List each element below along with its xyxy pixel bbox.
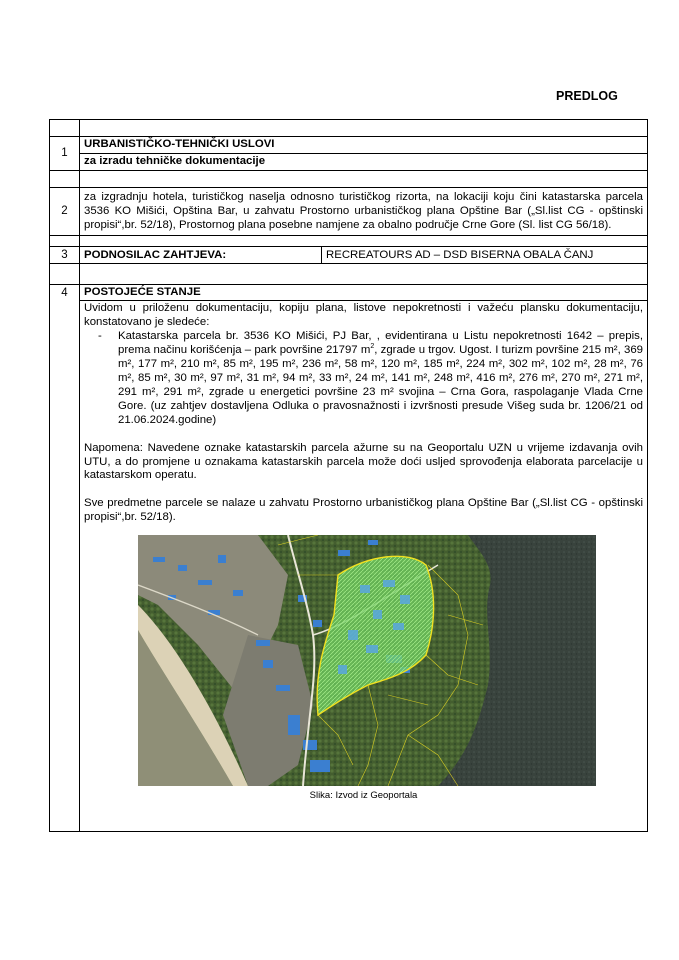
row-number-4: 4 (50, 285, 80, 832)
aerial-map (138, 535, 596, 786)
note-paragraph: Napomena: Navedene oznake katastarskih parcela ažurne su na Geoportalu UZN u vrijeme izdavanja ovih UTU, a do promjene u oznakama katastarskih parcela može doći usljed sprovođenja elaborata parcelacije u katastarskom operatu. (84, 441, 643, 482)
row-number-1: 1 (50, 137, 80, 170)
document-status-label: PREDLOG (556, 89, 618, 103)
table-row-purpose (50, 187, 647, 235)
table-row-spacer (50, 263, 647, 284)
row-number-2: 2 (50, 188, 80, 235)
section-title: POSTOJEĆE STANJE (80, 285, 647, 302)
table-row-spacer (50, 170, 647, 187)
row-number-cell (50, 120, 80, 136)
parcel-description: Katastarska parcela br. 3536 KO Mišići, PJ Bar, , evidentirana u Listu nepokretnosti 1642 – prepis, prema načinu korišćenja – park površine 21797 $m^2$, zgrade u trgov. Ugost. I turizm površine 215 m², 369 m², 177 m², 210 m², 85 m², 195 m², 236 m², 58 m², 120 m², 185 m², 224 m², 302 m², 102 m², 28 m², 76 m², 85 m², 30 m², 97 m², 31 m², 94 m², 33 m², 24 m², 141 m², 248 m², 416 m², 276 m², 270 m², 271 m², 291 m², 291 m², zgrade u energetici površine 23 m² svojina – Crna Gora, raspolaganje Vlada Crne Gore. (uz zahtjev dostavljena Odluka o pravosnažnosti i izvršnosti presude Višeg suda br. 1206/21 od 21.06.2024.godine) (118, 330, 643, 426)
list-item (98, 330, 643, 427)
applicant-value: RECREATOURS AD – DSD BISERNA OBALA ČANJ (326, 248, 594, 261)
document-table (49, 119, 648, 832)
zone-paragraph: Sve predmetne parcele se nalaze u zahvatu Prostorno urbanističkog plana Opštine Bar („Sl.list CG - opštinski propisi“,br. 52/18). (84, 497, 643, 524)
document-subtitle: za izradu tehničke dokumentacije (84, 154, 266, 167)
table-row-spacer (50, 235, 647, 246)
purpose-text: za izgradnju hotela, turističkog naselja odnosno turističkog rizorta, na lokaciji koju čini katastarska parcela 3536 KO Mišići, Opština Bar, u zahvatu Prostorno urbanističkog plana Opštine Bar („Sl.list CG - opštinski propisi“,br. 52/18), Prostornog plana posebne namjene za obalno područje Crne Gore (Sl. list CG 56/18). (84, 190, 643, 231)
document-title: URBANISTIČKO-TEHNIČKI USLOVI (80, 137, 647, 154)
table-row-title (50, 136, 647, 170)
geoportal-map-image (138, 535, 596, 786)
table-row-applicant (50, 246, 647, 263)
row-number-3: 3 (50, 247, 80, 263)
intro-paragraph: Uvidom u priloženu dokumentaciju, kopiju plana, listove nepokretnosti i važeću plansku dokumentaciju, konstatovano je sledeće: (84, 302, 643, 329)
table-row-spacer (50, 120, 647, 136)
existing-state-body (80, 301, 647, 831)
bullet-dash: - (98, 330, 102, 343)
table-row-existing-state (50, 284, 647, 832)
applicant-label: PODNOSILAC ZAHTJEVA: (80, 247, 322, 263)
map-caption: Slika: Izvod iz Geoportala (309, 790, 418, 802)
